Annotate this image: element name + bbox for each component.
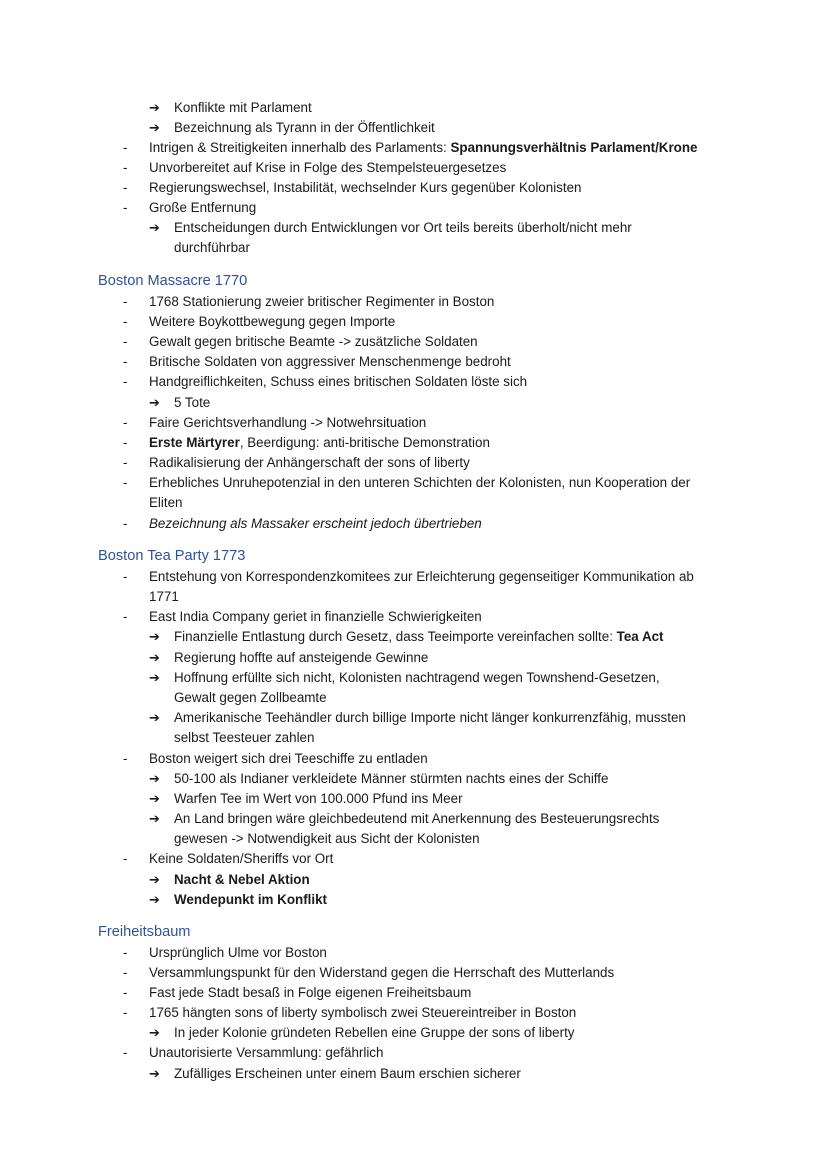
arrow-icon: ➔: [149, 100, 160, 115]
list-item: Entscheidungen durch Entwicklungen vor Ort teils bereits überholt/nicht mehr: [174, 220, 632, 235]
arrow-icon: ➔: [149, 1066, 160, 1081]
section-heading-boston-tea-party: Boston Tea Party 1773: [98, 548, 246, 564]
list-item: Versammlungspunkt für den Widerstand gegen die Herrschaft des Mutterlands: [149, 965, 615, 980]
section-heading-boston-massacre: Boston Massacre 1770: [98, 273, 248, 289]
bullet-dash: -: [123, 415, 128, 430]
list-item: Gewalt gegen britische Beamte -> zusätzliche Soldaten: [149, 334, 478, 349]
arrow-icon: ➔: [149, 220, 160, 235]
arrow-icon: ➔: [149, 650, 160, 665]
list-item: Ursprünglich Ulme vor Boston: [149, 945, 327, 960]
list-item: In jeder Kolonie gründeten Rebellen eine Gruppe der sons of liberty: [174, 1025, 575, 1040]
list-item: Handgreiflichkeiten, Schuss eines britischen Soldaten löste sich: [149, 374, 528, 389]
arrow-icon: ➔: [149, 670, 160, 685]
italic-text: Bezeichnung als Massaker erscheint jedoch übertrieben: [149, 516, 482, 531]
list-item: Radikalisierung der Anhängerschaft der sons of liberty: [149, 455, 470, 470]
bullet-dash: -: [123, 516, 128, 531]
arrow-icon: ➔: [149, 395, 160, 410]
arrow-icon: ➔: [149, 771, 160, 786]
list-item: 1765 hängten sons of liberty symbolisch zwei Steuereintreiber in Boston: [149, 1005, 577, 1020]
list-item: Bezeichnung als Tyrann in der Öffentlichkeit: [174, 120, 435, 135]
emphasis-text: Tea Act: [616, 629, 664, 644]
list-item: Regierungswechsel, Instabilität, wechselnder Kurs gegenüber Kolonisten: [149, 180, 582, 195]
arrow-icon: ➔: [149, 120, 160, 135]
list-item: Amerikanische Teehändler durch billige Importe nicht länger konkurrenzfähig, mussten: [174, 710, 686, 725]
list-item: Entstehung von Korrespondenzkomitees zur Erleichterung gegenseitiger Kommunikation ab: [149, 569, 694, 584]
bullet-dash: -: [123, 1005, 128, 1020]
bullet-dash: -: [123, 435, 128, 450]
bullet-dash: -: [123, 294, 128, 309]
list-item-text: Intrigen & Streitigkeiten innerhalb des Parlaments:: [149, 140, 451, 155]
list-item-continuation: gewesen -> Notwendigkeit aus Sicht der Kolonisten: [174, 831, 480, 846]
bullet-dash: -: [123, 751, 128, 766]
list-item: Konflikte mit Parlament: [174, 100, 312, 115]
list-item-bold: Nacht & Nebel Aktion: [174, 872, 310, 887]
bullet-dash: -: [123, 851, 128, 866]
list-item: [149, 433, 490, 453]
section-heading-freiheitsbaum: Freiheitsbaum: [98, 924, 191, 940]
emphasis-text: Spannungsverhältnis Parlament/Krone: [450, 140, 698, 155]
bullet-dash: -: [123, 200, 128, 215]
arrow-icon: ➔: [149, 811, 160, 826]
bullet-dash: -: [123, 965, 128, 980]
bullet-dash: -: [123, 1045, 128, 1060]
list-item: Erhebliches Unruhepotenzial in den unteren Schichten der Kolonisten, nun Kooperation der: [149, 475, 691, 490]
list-item: 5 Tote: [174, 395, 211, 410]
list-item: 1768 Stationierung zweier britischer Regimenter in Boston: [149, 294, 495, 309]
bullet-dash: -: [123, 455, 128, 470]
bullet-dash: -: [123, 160, 128, 175]
bullet-dash: -: [123, 985, 128, 1000]
list-item: An Land bringen wäre gleichbedeutend mit Anerkennung des Besteuerungsrechts: [174, 811, 660, 826]
bullet-dash: -: [123, 374, 128, 389]
arrow-icon: ➔: [149, 892, 160, 907]
list-item-continuation: durchführbar: [174, 240, 250, 255]
list-item-continuation: selbst Teesteuer zahlen: [174, 730, 315, 745]
bullet-dash: -: [123, 140, 128, 155]
list-item: Warfen Tee im Wert von 100.000 Pfund ins Meer: [174, 791, 463, 806]
list-item: Keine Soldaten/Sheriffs vor Ort: [149, 851, 334, 866]
list-item: East India Company geriet in finanzielle Schwierigkeiten: [149, 609, 482, 624]
arrow-icon: ➔: [149, 1025, 160, 1040]
list-item: Fast jede Stadt besaß in Folge eigenen Freiheitsbaum: [149, 985, 472, 1000]
list-item: [174, 627, 664, 647]
list-item-continuation: Gewalt gegen Zollbeamte: [174, 690, 327, 705]
bullet-dash: -: [123, 180, 128, 195]
arrow-icon: ➔: [149, 791, 160, 806]
list-item-bold: Wendepunkt im Konflikt: [174, 892, 327, 907]
bullet-dash: -: [123, 475, 128, 490]
arrow-icon: ➔: [149, 710, 160, 725]
bullet-dash: -: [123, 354, 128, 369]
emphasis-text: Erste Märtyrer: [149, 435, 240, 450]
bullet-dash: -: [123, 609, 128, 624]
list-item: Unvorbereitet auf Krise in Folge des Stempelsteuergesetzes: [149, 160, 507, 175]
list-item: Britische Soldaten von aggressiver Menschenmenge bedroht: [149, 354, 511, 369]
list-item: Weitere Boykottbewegung gegen Importe: [149, 314, 396, 329]
list-item-text: , Beerdigung: anti-britische Demonstration: [239, 435, 490, 450]
list-item: Regierung hoffte auf ansteigende Gewinne: [174, 650, 429, 665]
list-item-continuation: 1771: [149, 589, 179, 604]
list-item: [149, 514, 482, 534]
list-item: Boston weigert sich drei Teeschiffe zu entladen: [149, 751, 428, 766]
list-item-continuation: Eliten: [149, 495, 183, 510]
bullet-dash: -: [123, 314, 128, 329]
list-item: Faire Gerichtsverhandlung -> Notwehrsituation: [149, 415, 427, 430]
bullet-dash: -: [123, 945, 128, 960]
list-item: Zufälliges Erscheinen unter einem Baum erschien sicherer: [174, 1066, 521, 1081]
list-item: [149, 138, 698, 158]
list-item: Hoffnung erfüllte sich nicht, Kolonisten nachtragend wegen Townshend-Gesetzen,: [174, 670, 660, 685]
list-item: 50-100 als Indianer verkleidete Männer stürmten nachts eines der Schiffe: [174, 771, 609, 786]
list-item: Unautorisierte Versammlung: gefährlich: [149, 1045, 384, 1060]
list-item-text: Finanzielle Entlastung durch Gesetz, dass Teeimporte vereinfachen sollte:: [174, 629, 617, 644]
arrow-icon: ➔: [149, 629, 160, 644]
bullet-dash: -: [123, 569, 128, 584]
arrow-icon: ➔: [149, 872, 160, 887]
list-item: Große Entfernung: [149, 200, 257, 215]
bullet-dash: -: [123, 334, 128, 349]
